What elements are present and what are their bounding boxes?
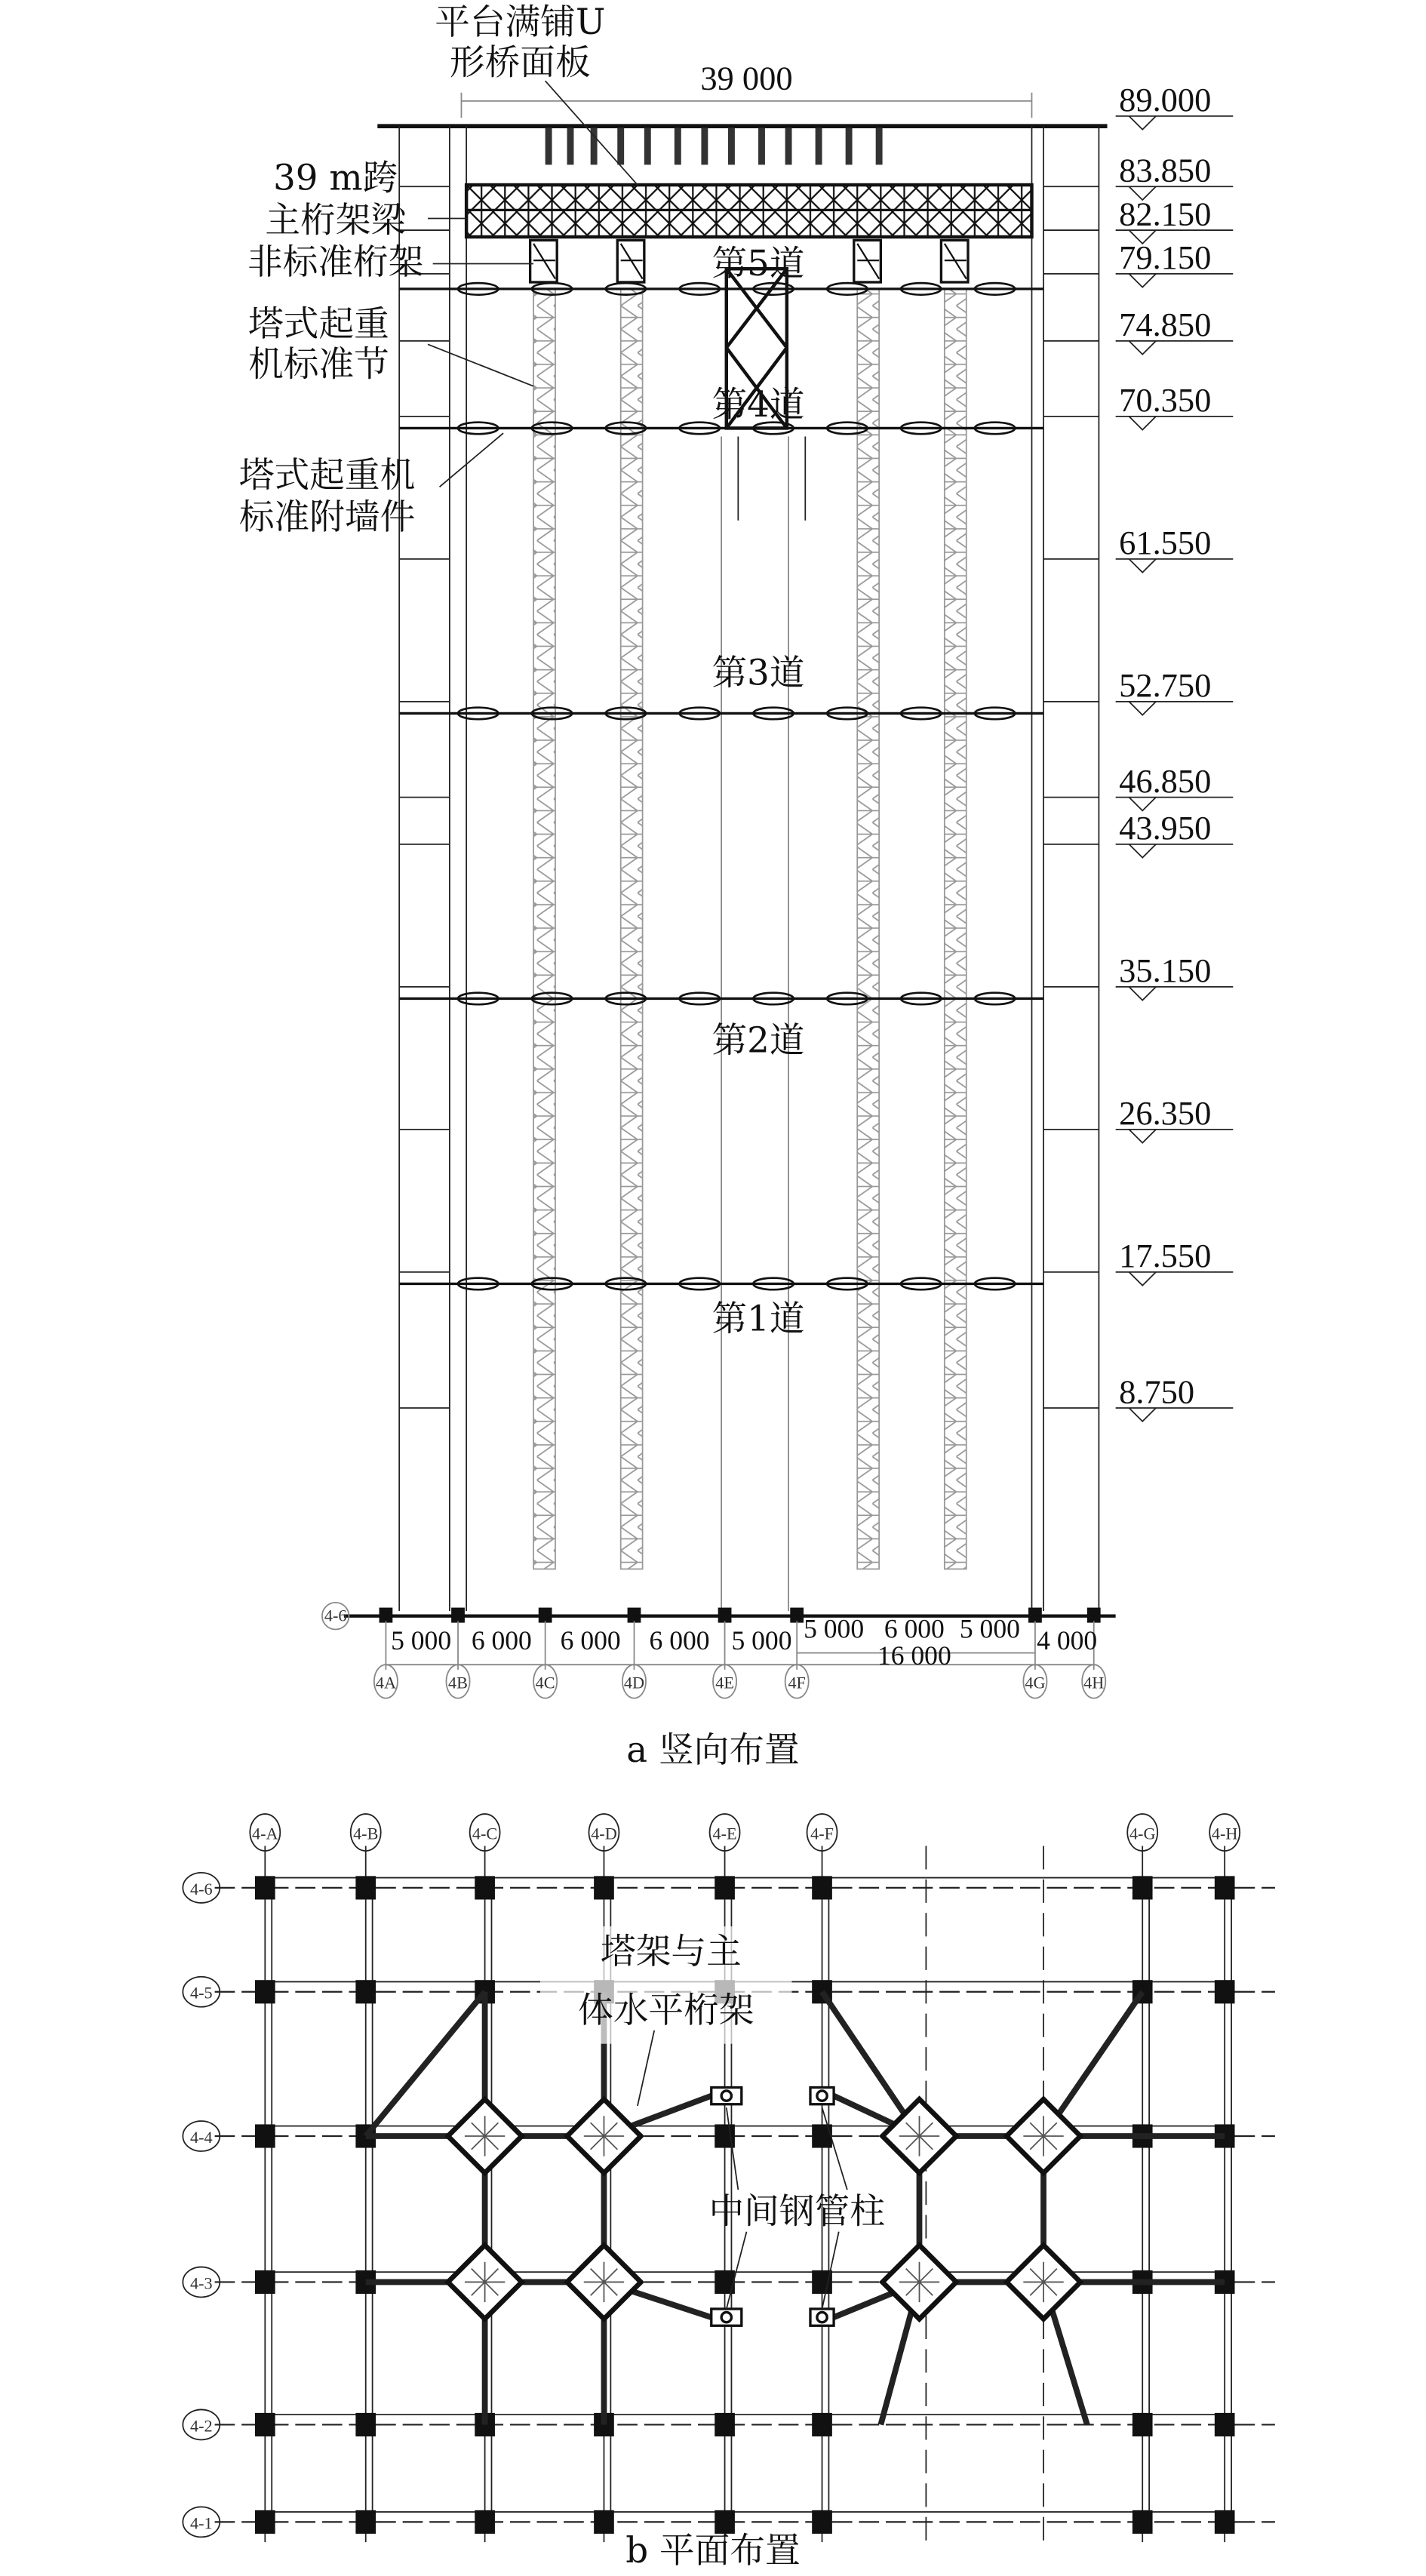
nonstandard-truss-brace	[857, 244, 879, 279]
column-block	[1087, 1608, 1101, 1623]
deck-plate	[758, 128, 765, 164]
column-block	[380, 1608, 393, 1623]
structural-column	[594, 2510, 614, 2534]
deck-plate	[816, 128, 822, 164]
nonstandard-truss-brace	[945, 244, 967, 279]
column-block	[790, 1608, 804, 1623]
level-value: 82.150	[1119, 195, 1212, 233]
structural-column	[1133, 1876, 1153, 1899]
dimension-value: 5 000	[731, 1625, 792, 1656]
level-value: 43.950	[1119, 809, 1212, 847]
elevation-annotations	[239, 2, 638, 538]
main-truss-label-line1: 39 m跨	[273, 158, 398, 199]
axis-label: 4D	[623, 1673, 645, 1692]
deck-plate	[846, 128, 853, 164]
structural-column	[715, 1876, 735, 1899]
column-block	[539, 1608, 552, 1623]
dimension-value: 4 000	[1037, 1625, 1098, 1656]
tower-crane-column	[533, 289, 555, 1569]
row-axis-label: 4-2	[190, 2416, 213, 2436]
structural-column	[715, 2413, 735, 2436]
u-deck-plates	[546, 128, 883, 164]
dimension-value: 6 000	[649, 1625, 710, 1656]
deck-plate	[675, 128, 681, 164]
row-axis-label: 4-6	[190, 1879, 213, 1898]
tower-crane-column	[621, 289, 643, 1569]
column-axis-label: 4-E	[712, 1824, 737, 1843]
axis-label: 4F	[788, 1673, 806, 1692]
deck-plate	[567, 128, 574, 164]
column-block	[451, 1608, 465, 1623]
deck-plate	[701, 128, 708, 164]
span-dimension-value: 39 000	[700, 59, 793, 97]
building-frame	[399, 126, 1099, 1611]
dimension-value: 5 000	[959, 1613, 1020, 1644]
structural-column	[1215, 1876, 1235, 1899]
steel-pipe-column-label: 中间钢管柱	[708, 2191, 885, 2233]
level-value: 79.150	[1119, 238, 1212, 277]
axis-label: 4C	[535, 1673, 555, 1692]
structural-column	[1133, 2510, 1153, 2534]
column-axis-label: 4-C	[472, 1824, 498, 1843]
structural-column	[1133, 2413, 1153, 2436]
structural-column	[1215, 2510, 1235, 2534]
column-block	[718, 1608, 732, 1623]
nonstandard-truss-brace	[621, 244, 643, 279]
deck-plate	[728, 128, 735, 164]
caption-plan: b 平面布置	[625, 2530, 801, 2571]
dimension-value: 6 000	[560, 1625, 621, 1656]
structural-column	[355, 1980, 376, 2003]
tie-row-label: 第3道	[711, 653, 805, 694]
row-axis-label: 4-5	[190, 1983, 213, 2003]
structural-column	[255, 2510, 275, 2534]
tower-section-label-line2: 机标准节	[248, 344, 389, 386]
level-value: 26.350	[1119, 1094, 1212, 1133]
dimension-value: 5 000	[391, 1625, 452, 1656]
deck-plate	[785, 128, 792, 164]
column-axis-label: 4-H	[1211, 1824, 1238, 1843]
structural-column	[1215, 2413, 1235, 2436]
deck-label-line2: 形桥面板	[449, 42, 591, 84]
elevation-levels	[399, 81, 1233, 1422]
tie-row-label: 第2道	[711, 1020, 805, 1062]
deck-plate	[546, 128, 552, 164]
level-value: 83.850	[1119, 151, 1212, 189]
axis-label: 4H	[1083, 1673, 1105, 1692]
deck-label-line1: 平台满铺U	[435, 2, 606, 43]
plan-view	[183, 1814, 1275, 2571]
column-axis-label: 4-F	[810, 1824, 834, 1843]
truss-label-line1: 塔架与主	[601, 1931, 742, 1972]
tower-crane-sections	[530, 240, 968, 1569]
structural-column	[255, 1876, 275, 1899]
caption-elevation: a 竖向布置	[626, 1730, 800, 1772]
tie-row-label: 第5道	[711, 244, 805, 285]
axis-label: 4A	[375, 1673, 396, 1692]
column-axis-label: 4-B	[353, 1824, 379, 1843]
level-value: 70.350	[1119, 381, 1212, 420]
tie-row-label: 第4道	[711, 384, 805, 426]
structural-column	[812, 2510, 832, 2534]
structural-column	[475, 1876, 495, 1899]
dimension-value: 5 000	[804, 1613, 865, 1644]
row-axis-label: 4-1	[190, 2513, 213, 2533]
main-truss-label-line2: 主桁架梁	[265, 200, 407, 241]
wall-tie-label-line1: 塔式起重机	[238, 455, 416, 496]
deck-plate	[876, 128, 883, 164]
structural-column	[255, 2270, 275, 2294]
structural-column	[255, 2413, 275, 2436]
plan-grid	[183, 1814, 1275, 2542]
level-value: 89.000	[1119, 81, 1212, 119]
column-axis-label: 4-A	[252, 1824, 278, 1843]
level-value: 46.850	[1119, 761, 1212, 800]
row-axis-label: 4-4	[190, 2127, 213, 2147]
structural-column	[355, 1876, 376, 1899]
structural-column	[812, 2124, 832, 2147]
dimension-value: 6 000	[884, 1613, 945, 1644]
truss-label-line2: 体水平桁架	[578, 1990, 754, 2031]
structural-column	[594, 1876, 614, 1899]
tower-crane-column	[857, 289, 879, 1569]
total-dimension: 16 000	[877, 1640, 951, 1671]
row-axis-label: 4-3	[190, 2273, 213, 2293]
structural-column	[255, 2124, 275, 2147]
structural-column	[475, 2510, 495, 2534]
tie-row-label: 第1道	[711, 1299, 805, 1340]
structural-column	[812, 1876, 832, 1899]
structural-column	[812, 2413, 832, 2436]
structural-column	[355, 2510, 376, 2534]
axis-label: 4E	[715, 1673, 734, 1692]
column-axis-label: 4-D	[591, 1824, 617, 1843]
nonstandard-truss-label: 非标准桁架	[247, 241, 424, 283]
column-block	[628, 1608, 641, 1623]
axis-label: 4B	[448, 1673, 468, 1692]
tower-section-label-line1: 塔式起重	[248, 304, 389, 346]
level-value: 8.750	[1119, 1373, 1195, 1411]
deck-plate	[617, 128, 624, 164]
elevation-view	[239, 2, 1233, 1771]
structural-column	[255, 1980, 275, 2003]
level-value: 35.150	[1119, 951, 1212, 990]
wall-tie-label-line2: 标准附墙件	[238, 496, 416, 538]
level-value: 52.750	[1119, 666, 1212, 705]
column-block	[1028, 1608, 1042, 1623]
level-value: 74.850	[1119, 306, 1212, 344]
deck-plate	[644, 128, 651, 164]
structural-column	[355, 2413, 376, 2436]
dimension-value: 6 000	[471, 1625, 532, 1656]
nonstandard-truss-brace	[533, 244, 555, 279]
level-value: 61.550	[1119, 524, 1212, 562]
row-axis-label: 4-6	[324, 1606, 347, 1625]
structural-column	[1215, 1980, 1235, 2003]
level-value: 17.550	[1119, 1237, 1212, 1275]
column-axis-label: 4-G	[1129, 1824, 1156, 1843]
axis-label: 4G	[1025, 1673, 1046, 1692]
elevation-axis-row	[322, 1603, 1116, 1698]
tower-crane-column	[945, 289, 967, 1569]
